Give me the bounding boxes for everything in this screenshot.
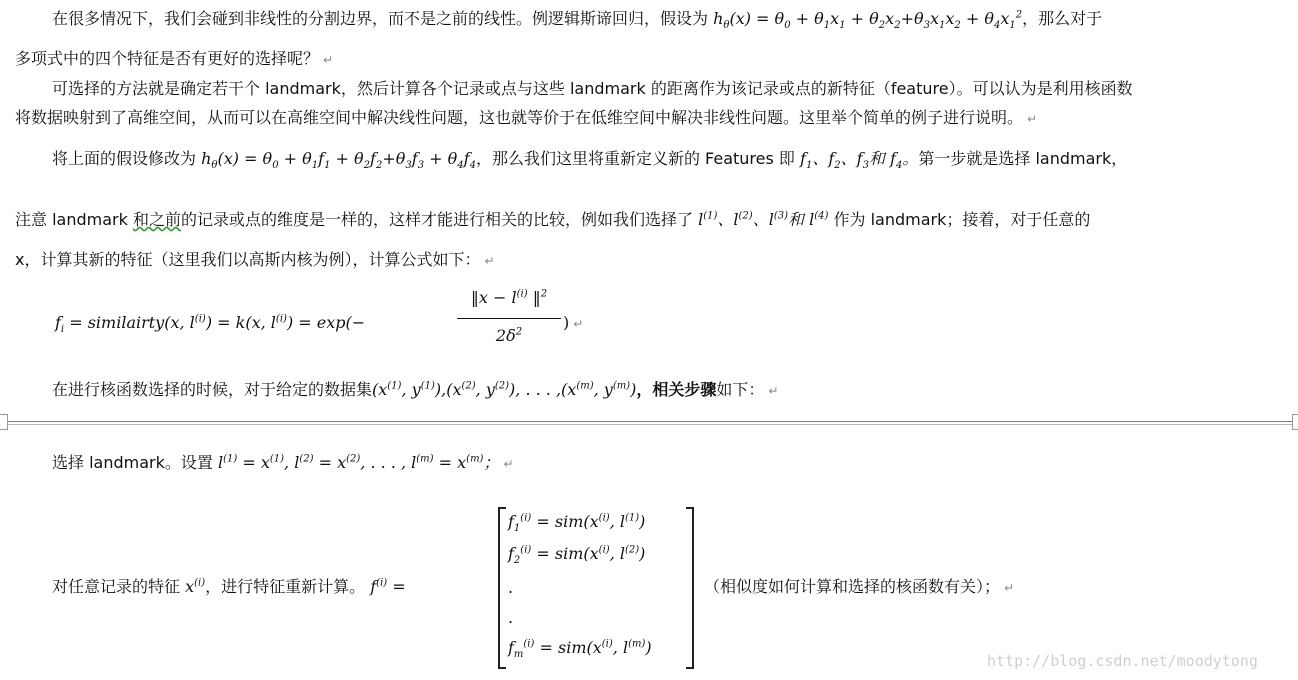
dataset-formula: ($x^{(1)}$, $y^{(1)}),(x^{(2)}$, $y^{(2)}$), . . . $,(x^{(m)}$, $y^{(m)}$) <box>372 380 637 399</box>
paragraph-mark: ↵ <box>323 53 334 67</box>
gaussian-formula-left: $f_i$ = similairty(x, $l^{(i)}) = k(x$, $l^{(i)}) = \exp(-$ <box>55 313 366 336</box>
para4-line1 <box>15 209 1090 231</box>
fraction-numerator: ‖x − $l^{(i)}$ ‖$^2$ <box>470 288 548 307</box>
features-list: $f_1$、$f_2$、$f_3$和 $f_4$。 <box>794 149 919 172</box>
hypothesis-formula-1: $h_\theta(x) = \theta_0 + \theta_1x_1 + \theta_2x_2+\theta_3x_1x_2 + \theta_4x_1^2$ <box>708 9 1023 32</box>
matrix-row-fm: $f_m^{(i)} = sim(x^{(i)}$, $l^{(m)}$) <box>508 638 652 661</box>
para3-line <box>52 148 1127 170</box>
para5-bold-text: ，相关步骤 <box>636 380 717 399</box>
page-break-left-marker <box>0 414 8 430</box>
fraction-bar <box>457 318 561 319</box>
paragraph-mark: ↵ <box>768 384 779 398</box>
para7-text-a: 对任意记录的特征 <box>52 577 181 596</box>
para5-line <box>52 379 778 402</box>
watermark: http://blog.csdn.net/moodytong <box>987 652 1258 670</box>
paragraph-mark: ↵ <box>1004 581 1015 595</box>
para7-text-c: （相似度如何计算和选择的核函数有关）； <box>704 577 1001 596</box>
paragraph-mark: ↵ <box>484 254 495 268</box>
para4-text-a1: 注意 landmark <box>15 210 133 229</box>
paragraph-mark: ↵ <box>1027 112 1038 126</box>
para2-line2 <box>15 107 1037 130</box>
feature-matrix <box>498 507 694 669</box>
para4-text-a2: 的记录或点的维度是一样的，这样才能进行相关的比较，例如我们选择了 <box>180 210 693 229</box>
feature-x-symbol: $x^{(i)}$ <box>180 577 206 596</box>
page-break-line <box>0 421 1298 425</box>
para7-text-b: ，进行特征重新计算。 <box>205 577 366 596</box>
para7-tail <box>704 576 1014 599</box>
para1-text-c: 多项式中的四个特征是否有更好的选择呢？ <box>15 49 320 68</box>
para6-line <box>52 452 514 475</box>
matrix-dot-2: . <box>508 608 514 627</box>
paragraph-mark: ↵ <box>573 317 584 331</box>
para4-text-c: x，计算其新的特征（这里我们以高斯内核为例），计算公式如下： <box>15 250 481 269</box>
para2-line1: 可选择的方法就是确定若干个 landmark，然后计算各个记录或点与这些 landmark 的距离作为该记录或点的新特征（feature）。可以认为是利用核函数 <box>52 79 1133 98</box>
para1-text-b: ，那么对于 <box>1022 9 1103 28</box>
page-break-right-marker <box>1292 414 1298 430</box>
para4-line2 <box>15 249 495 272</box>
para4-text-b: 作为 landmark；接着，对于任意的 <box>833 210 1091 229</box>
para7-line <box>52 576 406 598</box>
feature-f-symbol: $f^{(i)}$ = <box>365 577 406 596</box>
gaussian-fraction <box>457 284 561 350</box>
para1-text-a: 在很多情况下，我们会碰到非线性的分割边界，而不是之前的线性。例逻辑斯谛回归，假设为 <box>52 9 709 28</box>
para1-line1 <box>52 8 1102 30</box>
hypothesis-formula-2: $h_\theta(x) = \theta_0 + \theta_1f_1 + \theta_2f_2+\theta_3f_3 + \theta_4f_4$ <box>196 149 476 172</box>
para3-text-a: 将上面的假设修改为 <box>52 149 197 168</box>
matrix-row-f2: $f_2^{(i)} = sim(x^{(i)}$, $l^{(2)}$) <box>508 544 646 567</box>
para6-text: 选择 landmark。设置 <box>52 453 213 472</box>
para5-text-c: 如下： <box>716 380 765 399</box>
matrix-dot-1: . <box>508 578 514 597</box>
landmark-assignment-formula: $l^{(1)} = x^{(1)}$, $l^{(2)} = x^{(2)}$, . . . , $l^{(m)} = x^{(m)}$； <box>212 453 500 472</box>
landmark-list: $l^{(1)}$、$l^{(2)}$、$l^{(3)}$和 $l^{(4)}$ <box>693 210 829 229</box>
spellcheck-underlined-text: 和之前 <box>132 210 181 229</box>
para5-text-a: 在进行核函数选择的时候，对于给定的数据集 <box>52 380 373 399</box>
paragraph-mark: ↵ <box>503 457 514 471</box>
para1-line2 <box>15 48 333 71</box>
fraction-denominator: $2\delta^2$ <box>495 326 523 345</box>
para3-text-b: ，那么我们这里将重新定义新的 Features 即 <box>475 149 795 168</box>
para3-text-c: 第一步就是选择 landmark， <box>918 149 1128 168</box>
gaussian-formula-right: ) ↵ <box>563 313 584 332</box>
matrix-row-f1: $f_1^{(i)} = sim(x^{(i)}$, $l^{(1)}$) <box>508 512 646 535</box>
para2-text: 将数据映射到了高维空间，从而可以在高维空间中解决线性问题，这也就等价于在低维空间中解决非线性问题。这里举个简单的例子进行说明。 <box>15 108 1024 127</box>
